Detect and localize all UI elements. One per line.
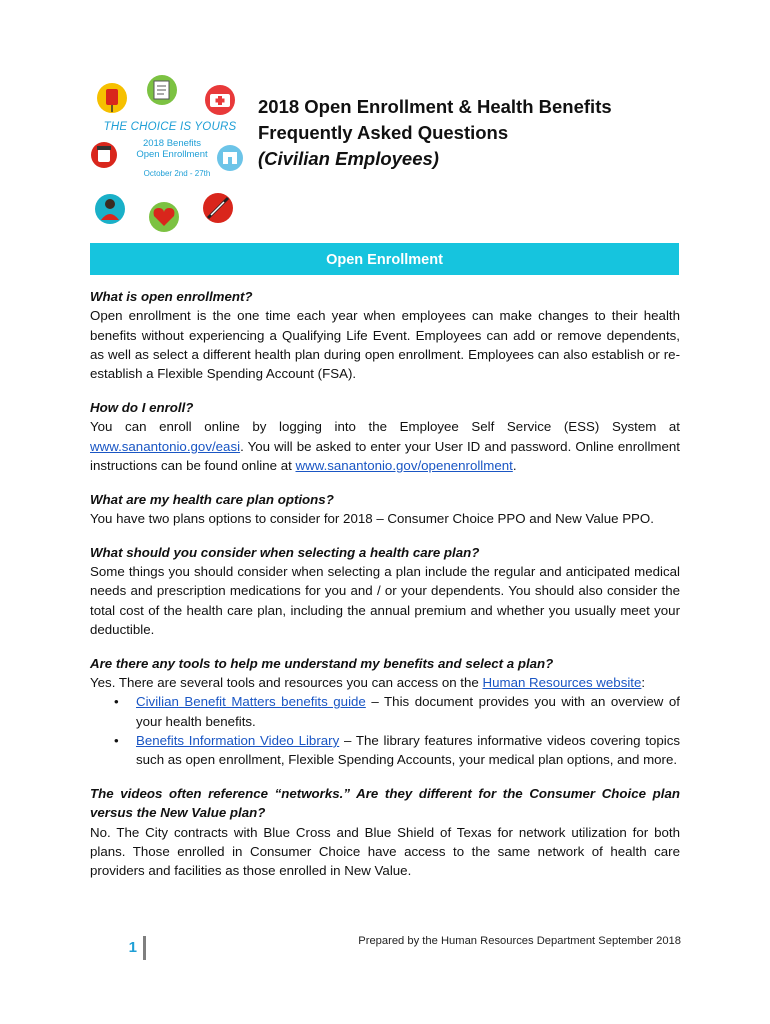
answer-text: . <box>512 457 517 473</box>
resource-list <box>90 692 680 769</box>
faq-answer: You have two plans options to consider for 2018 – Consumer Choice PPO and New Value PPO. <box>90 510 654 526</box>
title-line2: Frequently Asked Questions <box>258 122 509 143</box>
faq-question: How do I enroll? <box>90 399 194 415</box>
openenrollment-link[interactable]: www.sanantonio.gov/openenrollment <box>295 457 513 473</box>
faq-item <box>90 490 680 529</box>
faq-answer: Some things you should consider when selecting a plan include the regular and anticipated medical needs and prescription medications for you and / or your dependents. You should also consider the total cost of the health care plan, including the annual premium and whether you usually meet your deductible. <box>90 564 680 637</box>
benefits-guide-link[interactable]: Civilian Benefit Matters benefits guide <box>136 694 366 710</box>
answer-text: : <box>641 675 646 691</box>
logo-line1: 2018 Benefits <box>142 138 202 149</box>
faq-answer: Open enrollment is the one time each year when employees can make changes to their health benefits without experiencing a Qualifying Life Event. Employees can add or remove dependents, as well as select a different health plan during open enrollment. Employees can also establish or re-establish a Flexible Spending Account (FSA). <box>90 308 680 382</box>
faq-answer: No. The City contracts with Blue Cross and Blue Shield of Texas for network utilization for both plans. Those enrolled in Consumer Choice have access to the same network of health care providers and facilities as those enrolled in New Value. <box>90 824 680 879</box>
video-library-link[interactable]: Benefits Information Video Library <box>136 732 340 748</box>
open-enrollment-logo <box>90 74 250 234</box>
logo-tagline: THE CHOICE IS YOURS <box>103 121 237 133</box>
title-line1: 2018 Open Enrollment & Health Benefits <box>258 96 612 117</box>
faq-item <box>90 784 680 880</box>
list-item-text: – This document provides you with an overview of your health benefits. <box>136 694 680 729</box>
section-banner: Open Enrollment <box>90 243 679 275</box>
title-line3: (Civilian Employees) <box>258 148 439 169</box>
faq-item <box>90 287 680 383</box>
hr-website-link[interactable]: Human Resources website <box>482 675 642 691</box>
faq-question: What is open enrollment? <box>90 289 253 304</box>
faq-question: What are my health care plan options? <box>90 491 334 507</box>
list-item <box>136 731 680 770</box>
faq-content <box>90 287 680 895</box>
logo-dates: October 2nd - 27th <box>143 169 211 178</box>
faq-item <box>90 654 680 770</box>
answer-text: . You will be asked to enter your User ID and password. Online enrollment instructions can be found online at <box>90 438 680 473</box>
faq-item <box>90 398 680 475</box>
logo-text <box>127 138 217 160</box>
faq-question: The videos often reference “networks.” Are they different for the Consumer Choice plan versus the New Value plan? <box>90 786 680 821</box>
easi-link[interactable]: www.sanantonio.gov/easi <box>90 438 241 454</box>
answer-text: You can enroll online by logging into the Employee Self Service (ESS) System at <box>90 419 680 435</box>
list-item-text: – The library features informative videos covering topics such as open enrollment, Flexible Spending Accounts, your medical plan options, and more. <box>136 732 680 768</box>
logo-line2: Open Enrollment <box>136 149 208 160</box>
list-item <box>136 692 680 731</box>
faq-answer <box>90 417 680 475</box>
faq-question: Are there any tools to help me understand my benefits and select a plan? <box>90 655 554 671</box>
footer-text: Prepared by the Human Resources Department September 2018 <box>358 935 681 947</box>
answer-text: Yes. There are several tools and resources you can access on the <box>90 675 483 691</box>
faq-item <box>90 543 680 639</box>
document-title <box>258 94 678 172</box>
page-number: 1 <box>90 936 146 960</box>
faq-question: What should you consider when selecting a health care plan? <box>90 544 480 560</box>
faq-answer <box>90 673 680 692</box>
